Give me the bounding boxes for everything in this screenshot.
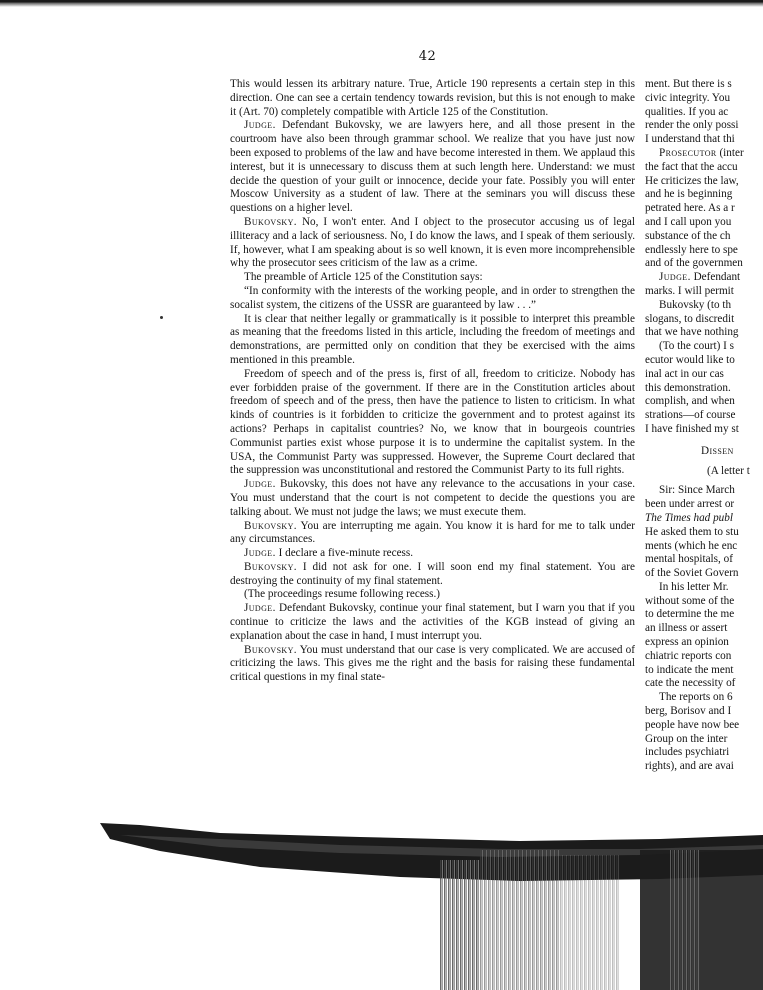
speech-paragraph (230, 602, 635, 643)
text-line: I have finished my st (645, 422, 739, 435)
speaker-label: Bukovsky. (244, 215, 297, 228)
paragraph-text: The preamble of Article 125 of the Constitution says: (244, 271, 483, 284)
speech-paragraph (230, 216, 635, 271)
speech-paragraph (230, 520, 635, 548)
text-line: The reports on 6 (659, 691, 733, 704)
text-line: I understand that thi (645, 133, 735, 146)
speech-paragraph (230, 561, 635, 589)
paragraph-text: Defendant Bukovsky, continue your final statement, but I warn you that if you continue to criticize the laws and the activities of the KGB instead of giving an explanation about the case in hand, I must interrupt you. (230, 602, 635, 642)
text-line: and of the governmen (645, 257, 743, 270)
right-column (645, 78, 763, 774)
text-line: berg, Borisov and I (645, 705, 732, 718)
text-line: substance of the ch (645, 229, 731, 242)
text-line: been under arrest or (645, 498, 735, 511)
speech-paragraph (230, 547, 635, 561)
paragraph-text: You must understand that our case is very complicated. We are accused of criticizing the laws. This gives me the right and the basis for raising these fundamental critical questions in my final state- (230, 643, 635, 684)
section-subheading: (A letter t (707, 464, 750, 477)
paragraph-text: This would lessen its arbitrary nature. True, Article 190 represents a certain step in this direction. One can see a certain tendency towards revision, but this is not enough to make it (Art. 70) completely compatible with Article 125 of the Constitution. (230, 78, 635, 118)
text-line: slogans, to discredit (645, 312, 735, 325)
text-line: mental hospitals, of (645, 553, 733, 566)
paragraph-text: I declare a five-minute recess. (275, 547, 414, 560)
top-scan-edge (0, 0, 763, 7)
speech-line (645, 271, 763, 285)
text-line: (To the court) I s (659, 340, 735, 353)
body-paragraph (230, 78, 635, 119)
text-line: that we have nothing (645, 326, 739, 339)
text-line: an illness or assert (645, 622, 728, 635)
text-line: ecutor would like to (645, 353, 735, 366)
paragraph-text: (The proceedings resume following recess.) (244, 588, 441, 601)
text-line: civic integrity. You (645, 91, 731, 104)
paragraph-text: It is clear that neither legally or grammatically is it possible to interpret this preamble as meaning that the freedoms listed in this article, including the freedom of meetings and demonstrations, are permitted only on condition that they be exercised with the aims mentioned in this preamble. (230, 312, 635, 366)
line-text: (inter (716, 146, 744, 159)
text-line: In his letter Mr. (659, 580, 729, 593)
scan-speck (160, 316, 163, 319)
text-line: without some of the (645, 594, 735, 607)
text-line: render the only possi (645, 119, 739, 132)
right-column-text (645, 78, 763, 774)
speaker-label: Judge. (244, 602, 276, 615)
section-heading: Dissen (701, 444, 734, 457)
text-line: and he is beginning (645, 188, 733, 201)
text-line: Bukovsky (to th (659, 298, 732, 311)
speaker-label: Prosecutor (659, 146, 717, 159)
text-line: strations—of course (645, 409, 736, 422)
paragraph-text: Bukovsky, this does not have any relevance to the accusations in your case. You must understand that the court is not competent to decide the questions you are talking about. We must not judge the laws; we must execute them. (230, 478, 635, 518)
text-line: the fact that the accu (645, 160, 738, 173)
text-line: petrated here. As a r (645, 202, 735, 215)
speaker-label: Judge. (244, 547, 276, 560)
text-line: inal act in our cas (645, 367, 724, 380)
body-paragraph (230, 368, 635, 478)
body-paragraph (230, 313, 635, 368)
text-line: to determine the me (645, 608, 735, 621)
text-line: The Times had publ (645, 511, 733, 524)
speaker-label: Judge. (244, 478, 276, 491)
text-line: express an opinion (645, 636, 729, 649)
text-line: people have now bee (645, 718, 740, 731)
text-line: He asked them to stu (645, 525, 739, 538)
text-line: ment. But there is s (645, 78, 732, 90)
text-line: Sir: Since March (659, 484, 735, 497)
text-line: qualities. If you ac (645, 105, 729, 118)
text-line: ments (which he enc (645, 539, 738, 552)
text-line: rights), and are avai (645, 760, 734, 773)
body-paragraph (230, 271, 635, 285)
paragraph-text: No, I won't enter. And I object to the prosecutor accusing us of legal illiteracy and a lack of seriousness. No, I do know the laws, and I speak of them seriously. If, however, what I am speaking about is so well known, it is even more incomprehensible why the prosecutor sees criticism of the law as a crime. (230, 215, 635, 270)
speech-paragraph (230, 119, 635, 216)
text-line: to indicate the ment (645, 663, 734, 676)
text-line: endlessly here to spe (645, 243, 738, 256)
text-line: He criticizes the law, (645, 174, 739, 187)
scan-smear-bottom-right (440, 850, 763, 990)
body-paragraph (230, 285, 635, 313)
paragraph-text: Defendant Bukovsky, we are lawyers here, and all those present in the courtroom have also been through grammar school. We realize that you have just now been exposed to problems of the law and have become interested in them. We applaud this interest, but it is unnecessary to discuss them at such length here. Understand: we must decide the question of your guilt or innocence, decide your fate. Possibly you will enter Moscow University as a student of law. There at the seminars you will discuss these questions on a higher level. (230, 119, 635, 215)
speaker-label: Judge. (244, 119, 276, 132)
text-line: includes psychiatri (645, 746, 730, 759)
text-line: this demonstration. (645, 381, 731, 394)
text-line: and I call upon you (645, 215, 732, 228)
paragraph-text: I did not ask for one. I will soon end my final statement. You are destroying the continuity of my final statement. (230, 560, 635, 587)
text-line: chiatric reports con (645, 649, 732, 662)
speaker-label: Bukovsky. (244, 643, 297, 656)
page-number: 42 (418, 49, 437, 64)
text-line: Group on the inter (645, 732, 728, 745)
speaker-label: Bukovsky. (244, 519, 297, 532)
text-line: complish, and when (645, 395, 735, 408)
speech-paragraph (230, 644, 635, 685)
text-line: of the Soviet Govern (645, 567, 739, 580)
speech-line (645, 147, 763, 161)
speaker-label: Bukovsky. (244, 560, 297, 573)
paragraph-text: “In conformity with the interests of the working people, and in order to strengthen the socalist system, the citizens of the USSR are guaranteed by law . . .” (230, 284, 635, 311)
text-line: cate the necessity of (645, 677, 736, 690)
speech-paragraph (230, 478, 635, 519)
text-line: marks. I will permit (645, 284, 734, 297)
paragraph-text: Freedom of speech and of the press is, first of all, freedom to criticize. Nobody has ever forbidden praise of the government. If there are in the Constitution articles about freedom of speech and of the press, then have the patience to listen to criticism. In what kinds of countries is it forbidden to criticize the government and to protest against its actions? Perhaps in capitalist countries? No, we know that in bourgeois countries Communist parties exist whose purpose it is to undermine the capitalist system. In the USA, the Communist Party was suppressed. However, the Supreme Court declared that the suppression was unconstitutional and restored the Communist Party to its full rights. (230, 367, 635, 477)
paragraph-text: You are interrupting me again. You know it is hard for me to talk under any circumstances. (230, 519, 635, 546)
body-paragraph (230, 588, 635, 602)
speaker-label: Judge. (659, 271, 691, 284)
left-column (230, 78, 635, 685)
line-text: Defendant (690, 271, 741, 284)
